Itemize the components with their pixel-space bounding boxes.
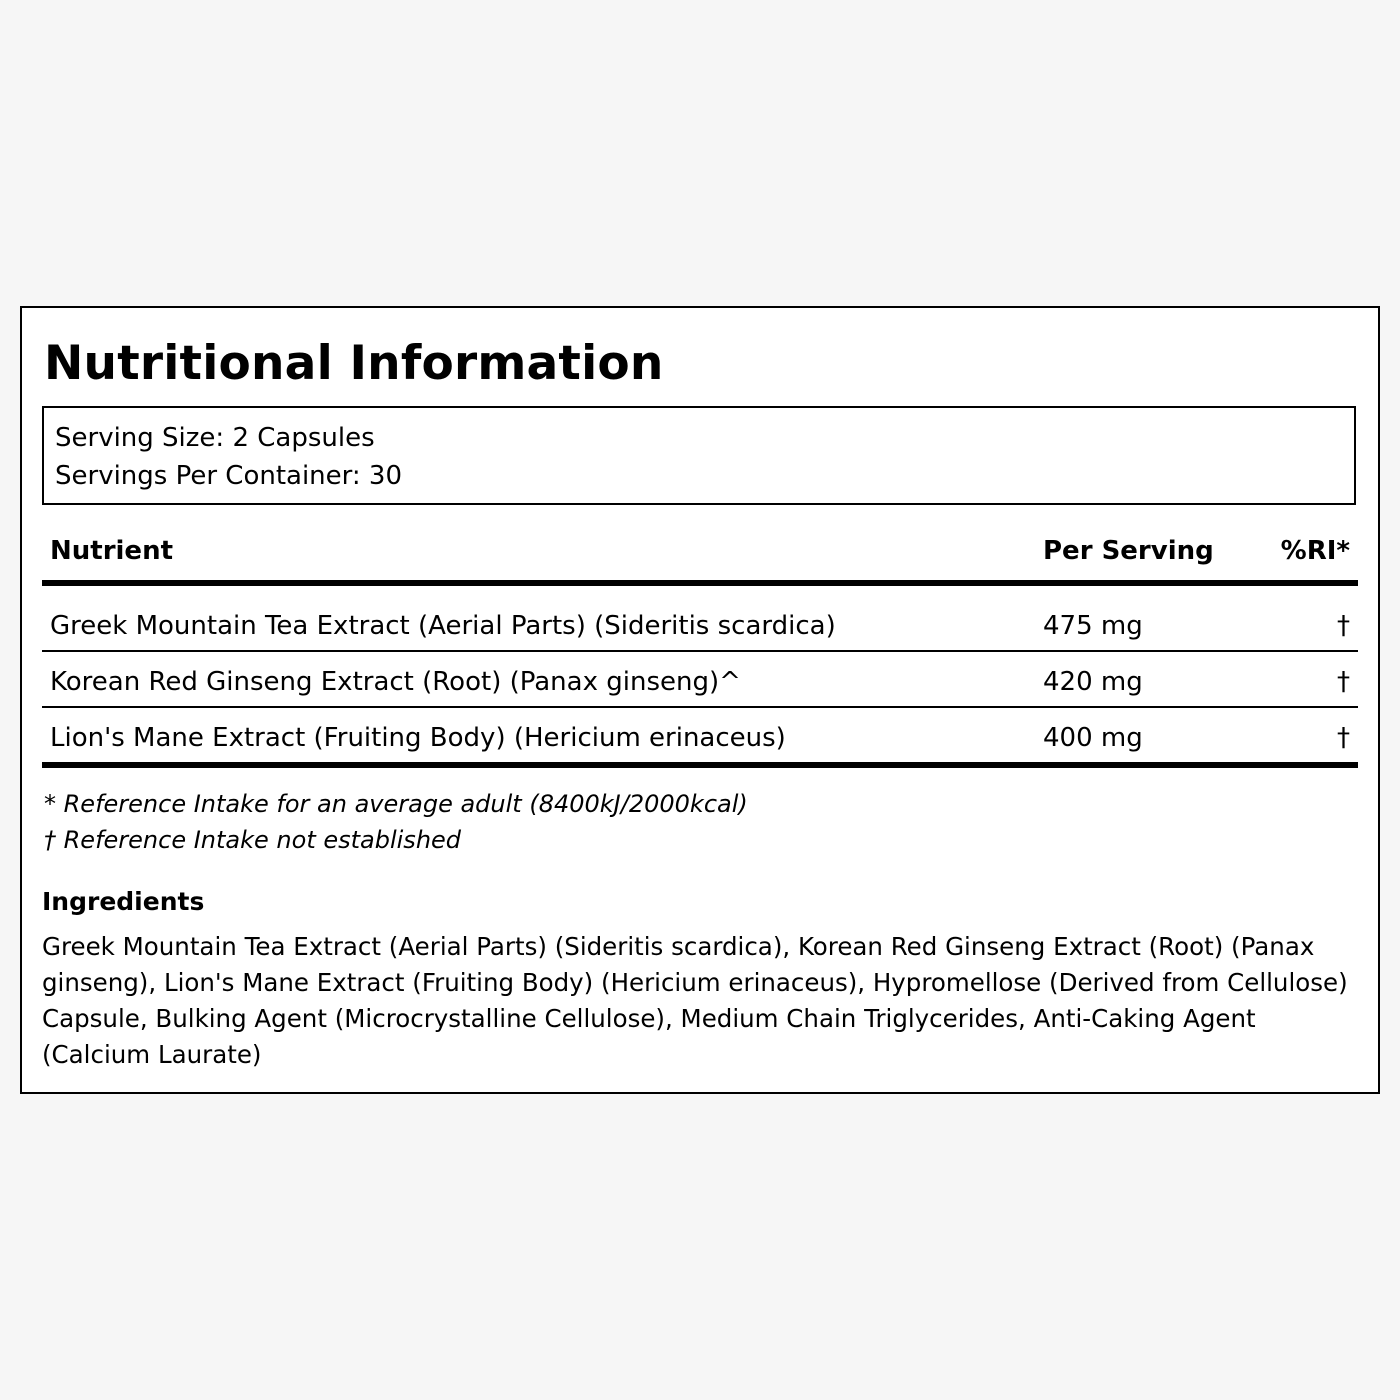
- table-row: [42, 652, 1358, 708]
- serving-size: Serving Size: 2 Capsules: [55, 423, 375, 453]
- table-row: [42, 708, 1358, 762]
- nutrient-amount: 420 mg: [1043, 667, 1143, 697]
- footnotes: [44, 786, 748, 858]
- nutrient-amount: 475 mg: [1043, 611, 1143, 641]
- nutrient-ri: †: [1337, 611, 1350, 641]
- serving-info-box: [42, 406, 1356, 505]
- header-nutrient: Nutrient: [50, 536, 174, 566]
- nutrition-panel: [20, 306, 1380, 1094]
- header-ri: %RI*: [1280, 536, 1350, 566]
- nutrient-ri: †: [1337, 723, 1350, 753]
- header-per-serving: Per Serving: [1043, 536, 1214, 566]
- table-body: [42, 586, 1358, 762]
- footnote-not-established: † Reference Intake not established: [44, 826, 462, 854]
- nutrient-table: [42, 524, 1358, 768]
- servings-per-container: Servings Per Container: 30: [55, 461, 403, 491]
- nutrient-name: Korean Red Ginseng Extract (Root) (Panax ginseng)^: [50, 667, 741, 697]
- nutrient-amount: 400 mg: [1043, 723, 1143, 753]
- table-bottom-divider: [42, 762, 1358, 768]
- table-row: [42, 586, 1358, 652]
- page-title: Nutritional Information: [44, 336, 664, 391]
- nutrient-ri: †: [1337, 667, 1350, 697]
- ingredients-text: Greek Mountain Tea Extract (Aerial Parts) (Sideritis scardica), Korean Red Ginseng Extract (Root) (Panax ginseng), Lion's Mane Extract (Fruiting Body) (Hericium erinaceus), Hypromellose (Derived from Cellulose) Capsule, Bulking Agent (Microcrystalline Cellulose), Medium Chain Triglycerides, Anti-Caking Agent (Calcium Laurate): [42, 932, 1348, 1069]
- nutrient-name: Greek Mountain Tea Extract (Aerial Parts) (Sideritis scardica): [50, 611, 836, 641]
- ingredients-heading: Ingredients: [42, 887, 205, 916]
- table-header: [42, 524, 1358, 580]
- footnote-reference-intake: * Reference Intake for an average adult (8400kJ/2000kcal): [44, 790, 748, 818]
- nutrient-name: Lion's Mane Extract (Fruiting Body) (Hericium erinaceus): [50, 723, 786, 753]
